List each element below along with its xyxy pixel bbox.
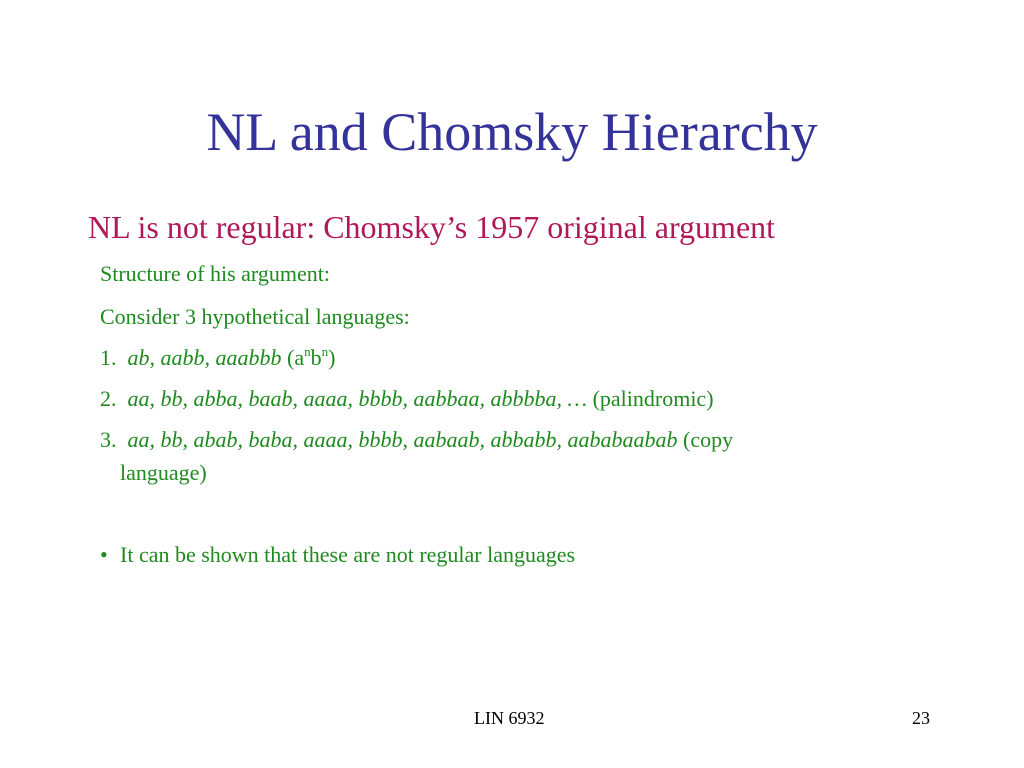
footer-page-number: 23 bbox=[912, 708, 930, 728]
footer-course: LIN 6932 bbox=[474, 708, 545, 728]
item-label: (copy bbox=[677, 427, 734, 452]
slide-subtitle: NL is not regular: Chomsky’s 1957 original argument bbox=[88, 209, 776, 245]
language-item-3 bbox=[100, 424, 733, 456]
item-examples: ab, aabb, aaabbb bbox=[127, 345, 282, 370]
superscript-n: n bbox=[304, 344, 311, 359]
item-number: 1. bbox=[100, 345, 117, 370]
language-item-1 bbox=[100, 342, 335, 374]
language-item-3-continuation: language) bbox=[120, 460, 207, 485]
item-number: 3. bbox=[100, 427, 117, 452]
item-b: b bbox=[310, 345, 322, 370]
item-close-paren: ) bbox=[328, 345, 336, 370]
item-number: 2. bbox=[100, 386, 117, 411]
bullet-text: It can be shown that these are not regular languages bbox=[120, 542, 576, 567]
item-label: (palindromic) bbox=[587, 386, 714, 411]
consider-line: Consider 3 hypothetical languages: bbox=[100, 304, 410, 329]
superscript-n: n bbox=[321, 344, 329, 359]
item-open-paren: (a bbox=[281, 345, 305, 370]
bullet-marker: • bbox=[100, 542, 108, 567]
structure-line: Structure of his argument: bbox=[100, 261, 330, 286]
language-item-2 bbox=[100, 383, 714, 415]
item-examples: aa, bb, abab, baba, aaaa, bbbb, aabaab, abbabb, aababaabab bbox=[127, 427, 678, 452]
slide-title: NL and Chomsky Hierarchy bbox=[206, 102, 818, 162]
item-examples: aa, bb, abba, baab, aaaa, bbbb, aabbaa, abbbba, … bbox=[127, 386, 588, 411]
